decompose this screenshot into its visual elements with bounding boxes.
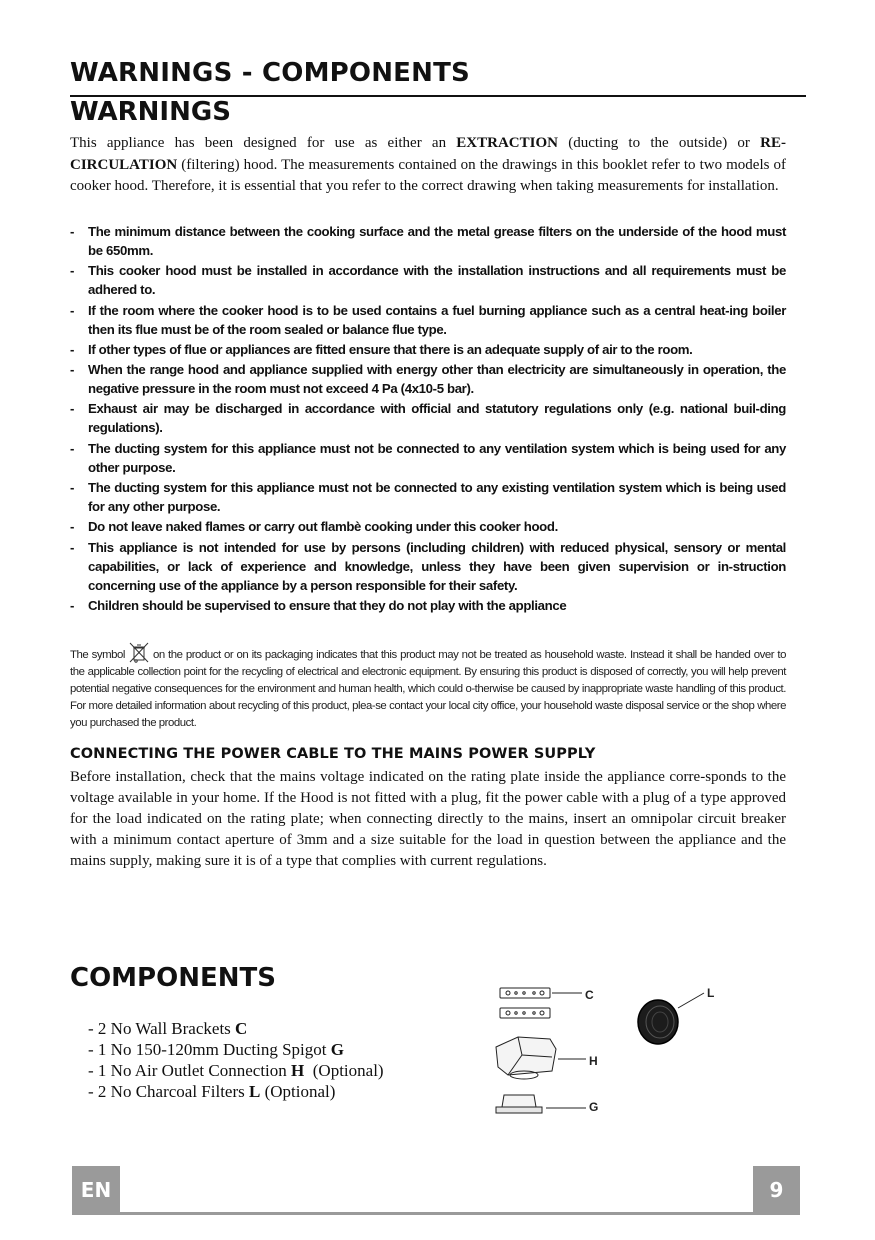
warning-item bbox=[70, 222, 786, 260]
warning-text: This appliance is not intended for use by persons (including children) with reduced physical, sensory or mental capabilities, or lack of experience and knowledge, unless they have been given supervision or in-struction concerning use of the appliance by a person responsible for their safety. bbox=[88, 539, 786, 593]
label-h: H bbox=[589, 1054, 598, 1068]
charcoal-filter-l bbox=[638, 993, 704, 1044]
warning-text: If other types of flue or appliances are fitted ensure that there is an adequate supply of air to the room. bbox=[88, 341, 693, 357]
label-l: L bbox=[707, 986, 715, 1000]
warnings-heading: WARNINGS bbox=[70, 97, 231, 127]
components-list bbox=[88, 1018, 384, 1102]
bullet-dash: - bbox=[70, 362, 75, 378]
warning-item bbox=[70, 517, 786, 536]
bullet-dash: - bbox=[70, 224, 75, 239]
intro-text-2: (ducting to the outside) or bbox=[557, 135, 761, 151]
wall-bracket-c bbox=[500, 988, 582, 1018]
extraction-term: EXTRACTION bbox=[456, 135, 558, 151]
recirculation-term: RE-CIRCULATION bbox=[70, 135, 786, 173]
symbol-note-lead: The symbol bbox=[70, 649, 125, 661]
warning-text: Exhaust air may be discharged in accordance with official and statutory regulations only (e.g. national buil-ding regulations). bbox=[88, 401, 786, 436]
page-number: 9 bbox=[753, 1166, 800, 1214]
warning-text: This cooker hood must be installed in accordance with the installation instructions and all requirements must be adhered to. bbox=[88, 263, 786, 298]
warning-text: When the range hood and appliance supplied with energy other than electricity are simultaneously in operation, the negative pressure in the room must not exceed 4 Pa (4x10-5 bar). bbox=[88, 362, 786, 397]
warnings-list bbox=[70, 222, 786, 616]
warning-item bbox=[70, 340, 786, 359]
component-text: - 2 No Wall Brackets bbox=[88, 1019, 236, 1038]
component-text: - 1 No Air Outlet Connection bbox=[88, 1061, 292, 1080]
component-text: - 1 No 150-120mm Ducting Spigot bbox=[88, 1040, 331, 1059]
power-cable-text: Before installation, check that the mains voltage indicated on the rating plate inside the appliance corre-sponds to the voltage available in your home. If the Hood is not fitted with a plug, fit the power cable with a plug of a type approved for the load indicated on the rating plate; when connecting directly to the mains, insert an omnipolar circuit breaker with a minimum contact aperture of 3mm and a size suitable for the load in question between the appliance and the mains supply, making sure it is of a type that complies with current regulations. bbox=[70, 769, 786, 869]
component-item bbox=[88, 1081, 384, 1102]
bullet-dash: - bbox=[70, 597, 75, 613]
bullet-dash: - bbox=[70, 341, 75, 357]
symbol-note-body: on the product or on its packaging indicates that this product may not be treated as household waste. Instead it shall be handed over to the applicable collection point for the recycling of electrical and electronic equipment. By ensuring this product is disposed of correctly, you will help prevent potential negative consequences for the environment and human health, which could o-therwise be caused by inappropriate waste handling of this product. For more detailed information about recycling of this product, plea-se contact your local city office, your household waste disposal service or the shop where you purchased the product. bbox=[70, 649, 787, 729]
label-c: C bbox=[585, 988, 594, 1002]
crossed-out-wheelie-bin-icon bbox=[127, 640, 151, 664]
warning-text: Children should be supervised to ensure that they do not play with the appliance bbox=[88, 597, 567, 613]
warning-text: Do not leave naked flames or carry out flambè cooking under this cooker hood. bbox=[88, 519, 558, 535]
page-title: WARNINGS - COMPONENTS bbox=[70, 58, 470, 88]
component-item bbox=[88, 1018, 384, 1039]
bullet-dash: - bbox=[70, 302, 75, 318]
bullet-dash: - bbox=[70, 440, 75, 456]
bullet-dash: - bbox=[70, 401, 75, 417]
bullet-dash: - bbox=[70, 480, 75, 496]
component-code: L bbox=[249, 1082, 261, 1101]
warning-item bbox=[70, 301, 786, 339]
component-item bbox=[88, 1060, 384, 1081]
footer-rule bbox=[72, 1212, 800, 1215]
warnings-intro bbox=[70, 133, 786, 198]
warning-text: The ducting system for this appliance must not be connected to any ventilation system which is being used for any other purpose. bbox=[88, 440, 786, 475]
ducting-spigot-g bbox=[496, 1095, 586, 1113]
power-cable-heading: CONNECTING THE POWER CABLE TO THE MAINS POWER SUPPLY bbox=[70, 746, 596, 762]
warning-item bbox=[70, 261, 786, 299]
components-heading: COMPONENTS bbox=[70, 963, 276, 993]
component-code: H bbox=[291, 1061, 305, 1080]
warning-text: The ducting system for this appliance must not be connected to any existing ventilation system which is being used for any other purpose. bbox=[88, 480, 786, 515]
air-outlet-connection-h bbox=[496, 1037, 586, 1079]
intro-text-1: This appliance has been designed for use as either an bbox=[70, 135, 457, 151]
component-code: C bbox=[235, 1019, 248, 1038]
bullet-dash: - bbox=[70, 263, 75, 279]
label-g: G bbox=[589, 1100, 599, 1114]
warning-item bbox=[70, 439, 786, 477]
weee-symbol-note bbox=[70, 640, 786, 732]
component-note: (Optional) bbox=[264, 1082, 336, 1101]
component-item bbox=[88, 1039, 384, 1060]
warning-item bbox=[70, 360, 786, 398]
warning-item bbox=[70, 538, 786, 595]
warning-text: If the room where the cooker hood is to be used contains a fuel burning appliance such as a central heat-ing boiler then its flue must be of the room sealed or balance flue type. bbox=[88, 302, 786, 337]
component-note: (Optional) bbox=[312, 1061, 384, 1080]
warning-item bbox=[70, 399, 786, 437]
bullet-dash: - bbox=[70, 519, 75, 535]
warning-item bbox=[70, 596, 786, 615]
language-badge: EN bbox=[72, 1166, 120, 1214]
component-text: - 2 No Charcoal Filters bbox=[88, 1082, 249, 1101]
intro-text-3: (filtering) hood. The measurements contained on the drawings in this booklet refer to two models of cooker hood. Therefore, it is essential that you refer to the correct drawing when taking measurements for installation. bbox=[70, 156, 786, 194]
component-code: G bbox=[330, 1040, 344, 1059]
components-diagram bbox=[488, 975, 738, 1120]
warning-text: The minimum distance between the cooking surface and the metal grease filters on the underside of the hood must be 650mm. bbox=[88, 224, 786, 258]
bullet-dash: - bbox=[70, 539, 75, 555]
warning-item bbox=[70, 478, 786, 516]
